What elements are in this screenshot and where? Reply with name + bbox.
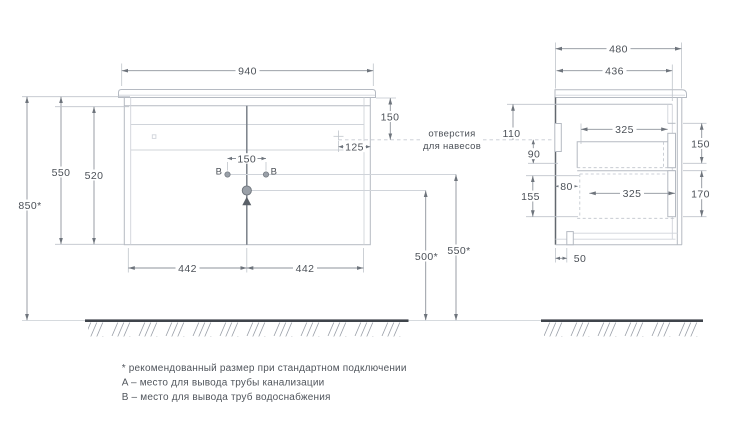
svg-text:480: 480 <box>609 43 628 56</box>
svg-text:520: 520 <box>84 169 104 182</box>
drain-arrow-icon <box>242 197 251 205</box>
footnote-b: B – место для вывода труб водоснабжения <box>121 392 331 403</box>
svg-text:80: 80 <box>560 181 573 194</box>
svg-text:150: 150 <box>380 111 400 124</box>
dim-hanger-offset-top <box>501 104 557 140</box>
dim-hanger-to-drawer <box>525 140 558 164</box>
bottom-notch <box>567 232 574 245</box>
floor-hatch-right <box>544 323 702 337</box>
svg-text:940: 940 <box>238 65 257 78</box>
side-view <box>555 90 687 245</box>
dim-lower-drawer-front-height <box>683 171 712 217</box>
floor-line-left <box>85 319 409 322</box>
label-b-right: B <box>270 166 278 178</box>
dim-bottom-right: 442 <box>295 262 315 275</box>
floor-hatch-left <box>88 323 406 337</box>
label-b-left: B <box>215 166 223 178</box>
svg-text:90: 90 <box>527 148 541 161</box>
dim-bottom-notch-offset <box>556 248 587 265</box>
callout-line2: для навесов <box>422 141 482 152</box>
dim-overall-height <box>16 97 130 321</box>
upper-drawer <box>577 133 675 167</box>
dim-hole-offset-horizontal <box>339 141 371 154</box>
drain-point-icon <box>242 186 251 195</box>
hanger-hole-right-icon <box>334 131 344 141</box>
floor <box>22 319 703 336</box>
front-view <box>119 90 555 245</box>
side-dimensions <box>501 43 712 266</box>
footnote-recommended: * рекомендованный размер при стандартном подключении <box>121 363 407 374</box>
svg-text:325: 325 <box>615 124 634 137</box>
svg-text:155: 155 <box>521 190 540 203</box>
svg-text:550: 550 <box>51 166 71 179</box>
svg-text:110: 110 <box>502 127 521 140</box>
dim-hole-offset-vertical <box>376 98 402 140</box>
hanger-callout <box>423 129 481 153</box>
drain-marker <box>242 186 426 205</box>
svg-text:500*: 500* <box>414 250 439 263</box>
supply-point-left-icon <box>225 172 230 177</box>
water-supply-markers <box>216 167 456 178</box>
supply-point-right-icon <box>263 172 268 177</box>
svg-text:436: 436 <box>605 65 624 78</box>
front-countertop <box>119 90 376 98</box>
dim-upper-drawer-depth <box>581 124 668 145</box>
dim-back-clearance <box>556 181 578 193</box>
dim-bottom-left: 442 <box>178 262 197 275</box>
svg-text:550*: 550* <box>447 244 471 257</box>
svg-text:325: 325 <box>622 188 642 201</box>
hanger-hole-left-icon <box>152 135 156 139</box>
callout-line1: отверстия <box>428 128 476 140</box>
dim-upper-drawer-front-height <box>683 123 712 163</box>
dim-supply-outlet-height <box>445 175 473 321</box>
dim-drain-outlet-height <box>413 191 441 321</box>
svg-text:850*: 850* <box>18 199 42 212</box>
dim-lower-drawer-depth <box>589 188 675 200</box>
svg-text:150: 150 <box>691 138 710 151</box>
dim-bottom-halves <box>128 248 363 275</box>
svg-text:170: 170 <box>691 188 710 201</box>
svg-text:150: 150 <box>237 153 257 166</box>
svg-text:50: 50 <box>573 253 587 266</box>
footnotes <box>122 363 407 403</box>
dim-front-width <box>122 64 374 87</box>
dim-height-to-countertop <box>49 97 73 245</box>
side-countertop <box>555 90 687 98</box>
svg-text:125: 125 <box>345 141 364 154</box>
hanger-bracket <box>555 124 562 152</box>
footnote-a: A – место для вывода трубы канализации <box>121 377 325 389</box>
floor-line-right <box>541 319 703 322</box>
